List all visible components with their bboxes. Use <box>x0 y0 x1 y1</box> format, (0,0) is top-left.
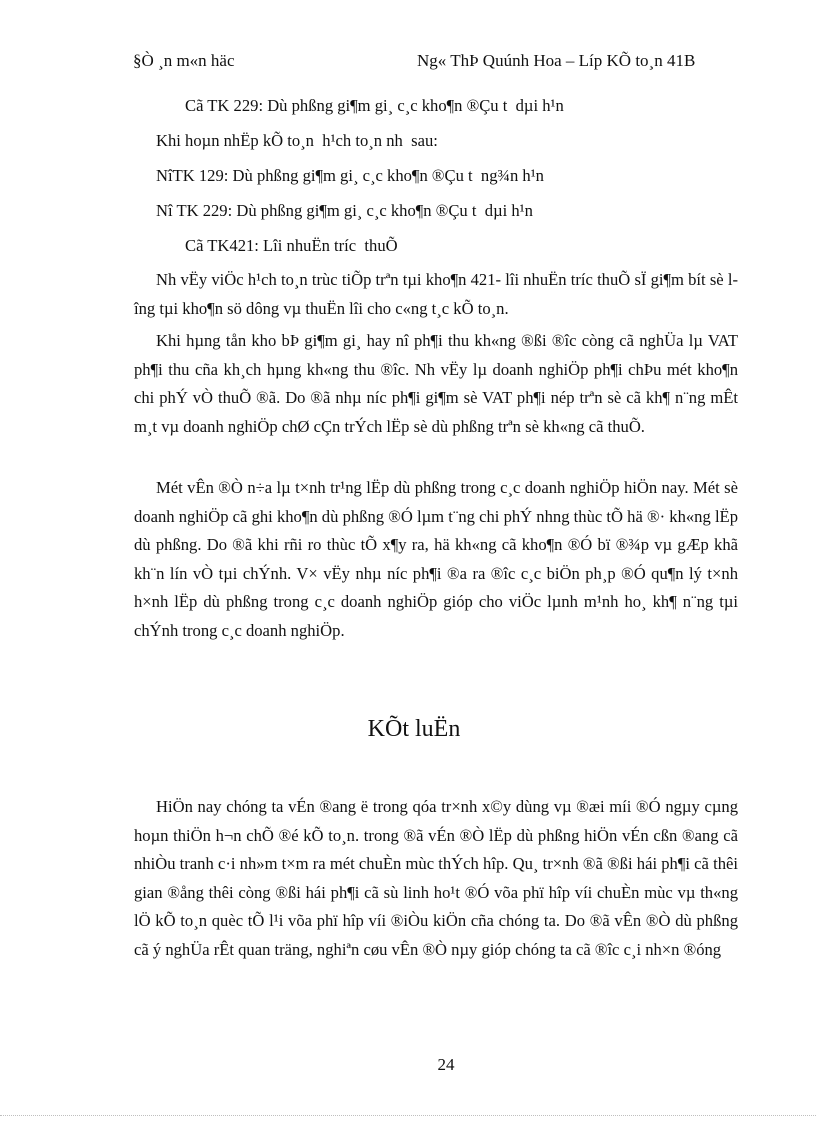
header-subject: §Ò ¸n m«n häc <box>133 51 235 70</box>
paragraph-direct-accounting: Nh vËy viÖc h¹ch to¸n trùc tiÕp trªn tµi kho¶n 421- lîi nhuËn tríc thuÕ sÏ gi¶m bít sè lîng tµi kho¶n sö dông vµ thuËn lîi cho c«ng t¸c kÕ to¸n. <box>134 270 738 318</box>
header-author: Ng« ThÞ Quúnh Hoa – Líp KÕ to¸n 41B <box>417 51 696 70</box>
paragraph-vat: Khi hµng tån kho bÞ gi¶m gi¸ hay nî ph¶i thu kh«ng ®ßi ®îc còng cã nghÜa lµ VAT ph¶i thu cña kh¸ch hµng kh«ng thu ®îc. Nh vËy lµ doanh nghiÖp ph¶i chÞu mét kho¶n chi phÝ vÒ thuÕ ®ã. Do ®ã nhµ níc ph¶i gi¶m sè VAT ph¶i nép trªn sè cã kh¶ n¨ng mÊt m¸t vµ doanh nghiÖp chØ cÇn trÝch lËp sè dù phßng trªn sè kh«ng cã thuÕ. <box>134 331 738 436</box>
page-bottom-divider <box>0 1115 816 1116</box>
page-number: 24 <box>437 1055 455 1074</box>
paragraph-provision-status: Mét vÊn ®Ò n÷a lµ t×nh tr¹ng lËp dù phßng trong c¸c doanh nghiÖp hiÖn nay. Mét sè doanh nghiÖp cã ghi kho¶n dù phßng ®Ó lµm t¨ng chi phÝ nhng thùc tÕ hä ®· kh«ng lËp dù phßng. Do ®ã khi rñi ro thùc tÕ x¶y ra, hä kh«ng cã kho¶n ®Ó bï ®¾p vµ gÆp khã kh¨n lín vÒ tµi chÝnh. V× vËy nhµ níc ph¶i ®a ra ®îc c¸c biÖn ph¸p ®Ó qu¶n lý t×nh h×nh lËp dù phßng trong c¸c doanh nghiÖp gióp cho viÖc lµnh m¹nh ho¸ kh¶ n¨ng tµi chÝnh trong c¸c doanh nghiÖp. <box>134 478 738 640</box>
entry-debit-tk229: Nî TK 229: Dù phßng gi¶m gi¸ c¸c kho¶n ®Çu t dµi h¹n <box>156 201 533 220</box>
entry-debit-tk129: NîTK 129: Dù phßng gi¶m gi¸ c¸c kho¶n ®Çu t ng¾n h¹n <box>156 166 544 185</box>
conclusion-paragraph: HiÖn nay chóng ta vÉn ®ang ë trong qóa tr×nh x©y dùng vµ ®æi míi ®Ó ngµy cµng hoµn thiÖn h¬n chÕ ®é kÕ to¸n. trong ®ã vÉn ®Ò lËp dù phßng hiÖn vÉn cßn ®ang cã nhiÒu tranh c·i nh»m t×m ra mét chuÈn mùc thÝch hîp. Qu¸ tr×nh ®ã ®ßi hái ph¶i cã thêi gian ®ång thêi còng ®ßi hái ph¶i cã sù linh ho¹t ®Ó võa phï hîp víi chuÈn mùc vµ th«ng lÖ kÕ to¸n quèc tÕ l¹i võa phï hîp víi ®iÒu kiÖn cña chóng ta. Do ®ã vÊn ®Ò dù phßng cã ý nghÜa rÊt quan träng, nghiªn cøu vÊn ®Ò nµy gióp chóng ta cã ®îc c¸i nh×n ®óng <box>134 797 738 959</box>
entry-reversal-intro: Khi hoµn nhËp kÕ to¸n h¹ch to¸n nh sau: <box>156 131 438 150</box>
conclusion-heading: KÕt luËn <box>367 716 461 742</box>
entry-credit-tk229: Cã TK 229: Dù phßng gi¶m gi¸ c¸c kho¶n ®Çu t dµi h¹n <box>185 96 564 115</box>
entry-credit-tk421: Cã TK421: Lîi nhuËn tríc thuÕ <box>185 236 398 255</box>
